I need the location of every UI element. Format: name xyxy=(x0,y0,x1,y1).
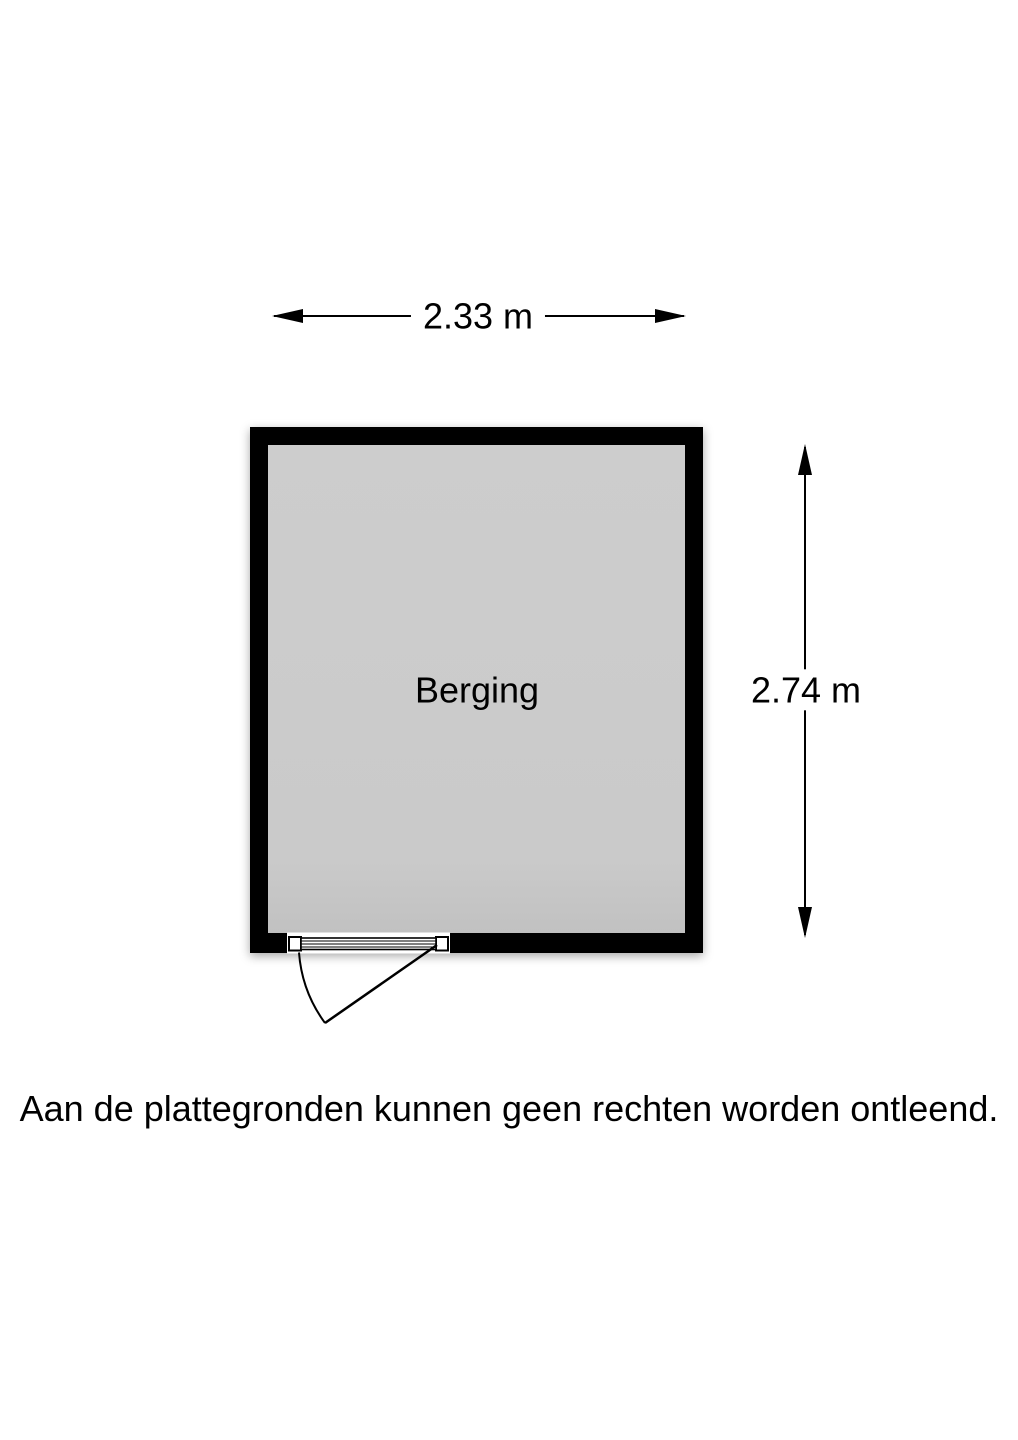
door-leaf xyxy=(325,945,437,1023)
room-label: Berging xyxy=(414,669,540,711)
door-assembly xyxy=(287,933,450,1024)
disclaimer-text: Aan de plattegronden kunnen geen rechten worden ontleend. xyxy=(19,1088,999,1129)
width-dimension-arrowhead-right xyxy=(655,309,686,323)
door-jamb-right xyxy=(436,937,448,951)
width-dimension-arrowhead-left xyxy=(272,309,303,323)
door-swing-arc xyxy=(299,953,325,1024)
height-dimension-label: 2.74 m xyxy=(739,669,873,710)
width-dimension-label: 2.33 m xyxy=(411,295,545,336)
height-dimension-arrowhead-bottom xyxy=(798,907,812,938)
height-dimension-arrowhead-top xyxy=(798,444,812,475)
door-jamb-left xyxy=(289,937,301,951)
